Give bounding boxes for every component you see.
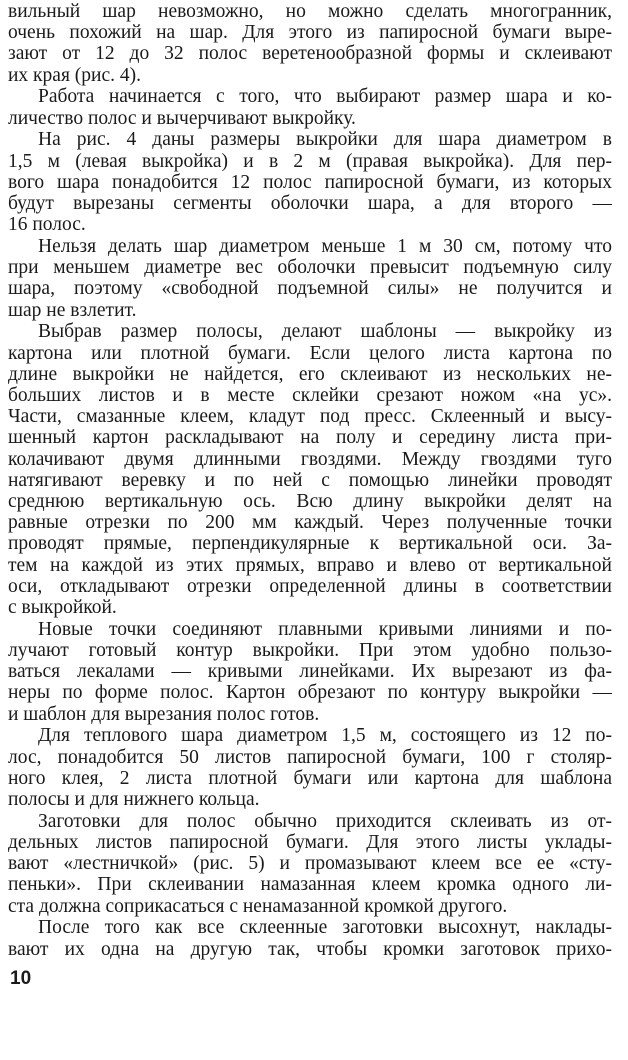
text-line: равные отрезки по 200 мм каждый. Через полученные точки xyxy=(8,512,612,534)
text-line: очень похожий на шар. Для этого из папиросной бумаги выре- xyxy=(8,22,612,44)
text-line: После того как все склеенные заготовки высохнут, наклады- xyxy=(38,917,612,939)
text-line: личество полос и вычерчивают выкройку. xyxy=(8,107,356,129)
text-line: вают «лестничкой» (рис. 5) и промазывают клеем все ее «сту- xyxy=(8,853,612,875)
text-line: вильный шар невозможно, но можно сделать многогранник, xyxy=(8,1,612,22)
text-line: пеньки». При склеивании намазанная клеем кромка одного ли- xyxy=(8,874,612,896)
text-line: вого шара понадобится 12 полос папиросной бумаги, из которых xyxy=(8,171,612,193)
text-line: 16 полос. xyxy=(8,214,86,236)
text-line: зают от 12 до 32 полос веретенообразной формы и склеивают xyxy=(8,43,612,65)
text-line: шара, поэтому «свободной подъемной силы» не получится и xyxy=(8,278,612,300)
text-line: больших листов и в месте склейки срезают ножом «на ус». xyxy=(8,385,612,406)
text-line: Нельзя делать шар диаметром меньше 1 м 30 см, потому что xyxy=(38,236,612,257)
text-line: оси, откладывают отрезки определенной длины в соответствии xyxy=(8,575,612,597)
text-line: ного клея, 2 листа плотной бумаги или картона для шаблона xyxy=(8,767,612,789)
text-line: лучают готовый контур выкройки. При этом удобно пользо- xyxy=(8,640,612,661)
text-line: будут вырезаны сегменты оболочки шара, а для второго — xyxy=(8,193,612,214)
text-line: шар не взлетит. xyxy=(8,299,137,321)
text-line: тем на каждой из этих прямых, вправо и влево от вертикальной xyxy=(8,554,612,576)
text-line: длине выкройки не найдется, его склеивают из нескольких не- xyxy=(8,363,612,385)
text-line: На рис. 4 даны размеры выкройки для шара диаметром в xyxy=(38,129,612,151)
text-line: Работа начинается с того, что выбирают размер шара и ко- xyxy=(38,86,612,108)
text-line: при меньшем диаметре вес оболочки превысит подъемную силу xyxy=(8,257,612,279)
text-line: Части, смазанные клеем, кладут под пресс. Склеенный и высу- xyxy=(8,406,612,428)
page-number: 10 xyxy=(10,967,32,989)
text-line: неры по форме полос. Картон обрезают по контуру выкройки — xyxy=(8,682,612,704)
text-line: лос, понадобится 50 листов папиросной бумаги, 100 г столяр- xyxy=(8,746,612,768)
text-line: проводят прямые, перпендикулярные к вертикальной оси. За- xyxy=(8,533,612,555)
text-line: Выбрав размер полосы, делают шаблоны — выкройку из xyxy=(38,321,612,343)
text-line: среднюю вертикальную ось. Всю длину выкройки делят на xyxy=(8,491,612,512)
text-line: шенный картон раскладывают на полу и середину листа при- xyxy=(8,427,612,449)
text-line: вают их одна на другую так, чтобы кромки заготовок прихо- xyxy=(8,938,612,960)
text-line: полосы и для нижнего кольца. xyxy=(8,789,260,810)
text-line: колачивают двумя длинными гвоздями. Между гвоздями туго xyxy=(8,448,612,470)
text-line: ста должна соприкасаться с ненамазанной кромкой другого. xyxy=(8,895,508,917)
text-line: картона или плотной бумаги. Если целого листа картона по xyxy=(8,342,612,364)
text-line: с выкройкой. xyxy=(8,597,117,618)
text-line: дельных листов папиросной бумаги. Для этого листы уклады- xyxy=(8,832,612,853)
text-line: Заготовки для полос обычно приходится склеивать из от- xyxy=(38,810,612,832)
text-line: Новые точки соединяют плавными кривыми линиями и по- xyxy=(38,618,612,640)
text-line: натягивают веревку и по ней с помощью линейки проводят xyxy=(8,469,612,491)
text-line: и шаблон для вырезания полос готов. xyxy=(8,703,320,725)
text-line: их края (рис. 4). xyxy=(8,64,141,86)
text-line: Для теплового шара диаметром 1,5 м, состоящего из 12 по- xyxy=(38,725,612,747)
text-line: ваться лекалами — кривыми линейками. Их вырезают из фа- xyxy=(8,661,612,683)
text-line: 1,5 м (левая выкройка) и в 2 м (правая выкройка). Для пер- xyxy=(8,150,612,172)
